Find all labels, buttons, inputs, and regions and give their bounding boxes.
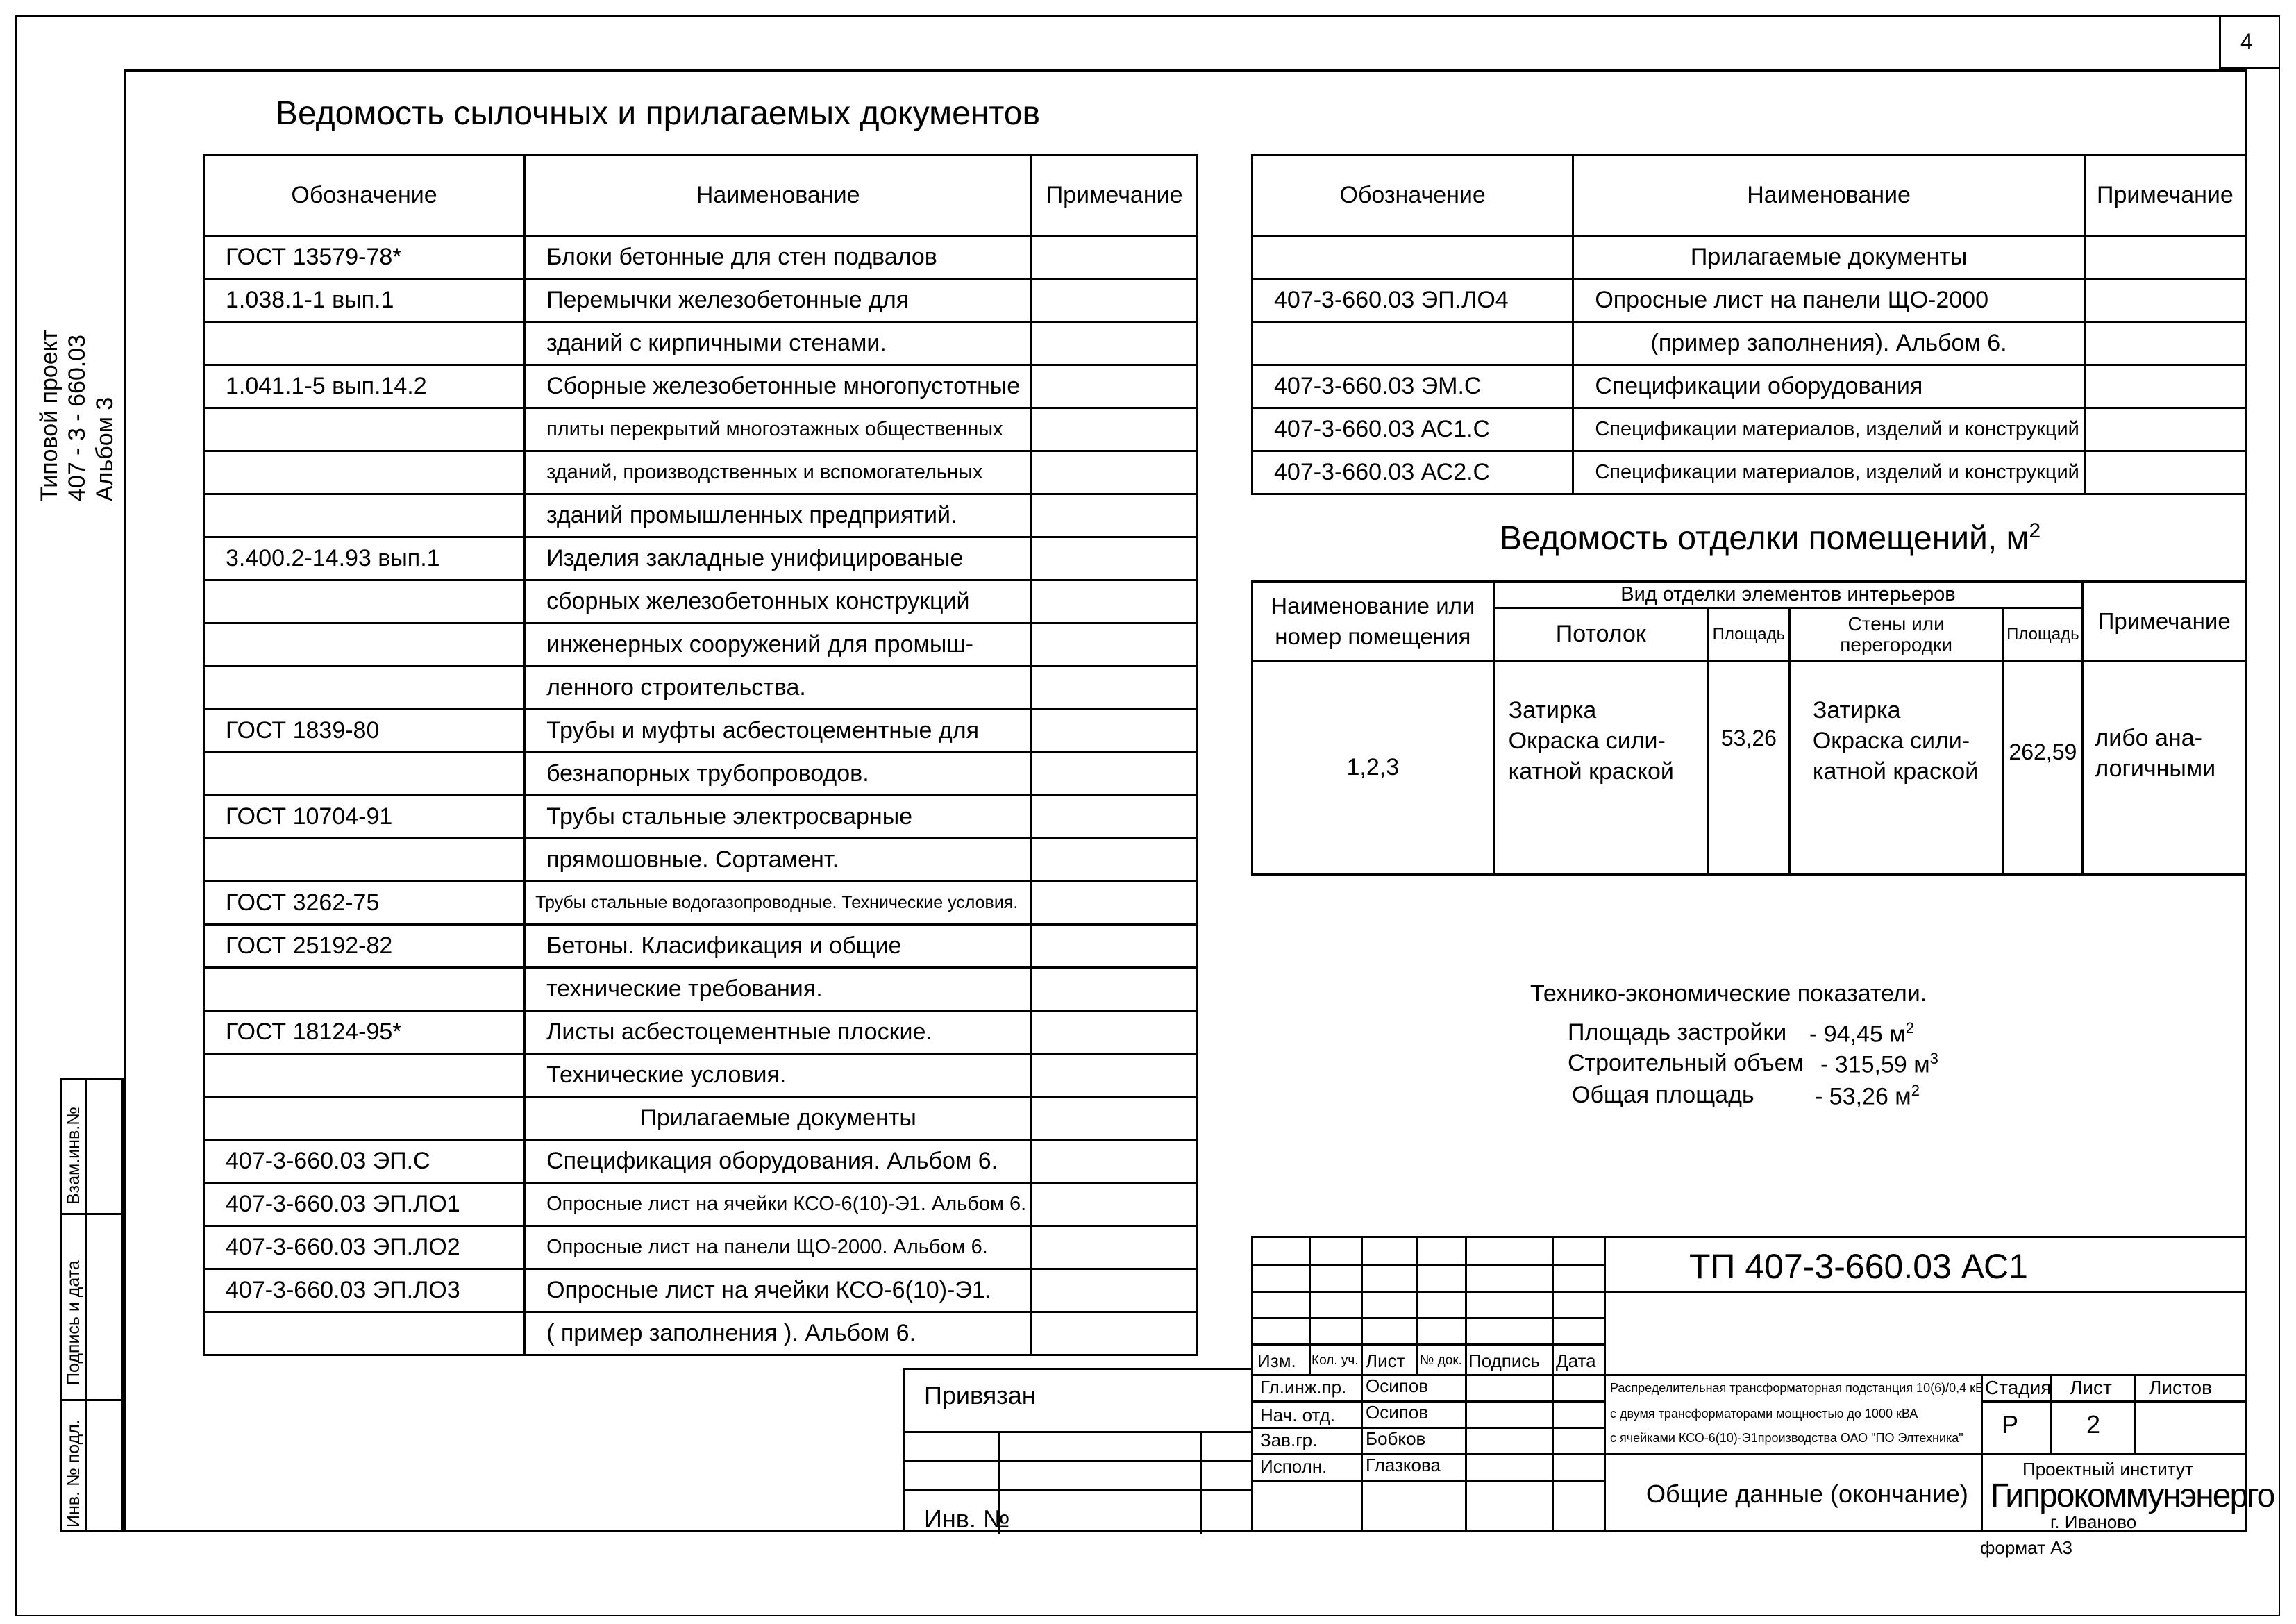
doc-note: [1032, 710, 1198, 753]
tep-row-2-sup: 3: [1929, 1050, 1938, 1067]
doc-code: [204, 623, 525, 667]
tep-row-3-sup: 2: [1911, 1082, 1920, 1099]
doc-code: [204, 322, 525, 365]
doc-code: [204, 1312, 525, 1355]
doc-name: Спецификации материалов, изделий и конструкций: [1573, 408, 2085, 451]
tb-name-2: Осипов: [1366, 1402, 1429, 1423]
doc-name: инженерных сооружений для промыш-: [525, 623, 1032, 667]
doc-note: [1032, 1183, 1198, 1226]
left_table-row: [204, 1140, 1198, 1183]
left_table-row: [204, 925, 1198, 968]
doc-name: сборных железобетонных конструкций: [525, 580, 1032, 623]
doc-code: [204, 753, 525, 796]
tb-sheet-value: 2: [2086, 1410, 2101, 1439]
doc-code: ГОСТ 18124-95*: [204, 1011, 525, 1054]
privyazan-block: [903, 1368, 1251, 1532]
finish-ceiling-line1: Затирка: [1508, 697, 1597, 723]
doc-note: [1032, 1226, 1198, 1269]
finish-col-ceiling: Потолок: [1493, 608, 1708, 661]
doc-name: зданий с кирпичными стенами.: [525, 322, 1032, 365]
finish-ceiling-line2: Окраска сили-: [1508, 728, 1666, 754]
side-cell-inv: Инв. № подл.: [64, 1419, 83, 1527]
doc-name: Бетоны. Класификация и общие: [525, 925, 1032, 968]
finish-col-walls: Стены или перегородки: [1789, 608, 2003, 661]
doc-code: [204, 580, 525, 623]
side-cell-vzam: Взам.инв.№: [64, 1107, 83, 1205]
doc-name: плиты перекрытий многоэтажных общественных: [525, 408, 1032, 451]
left_table-row: [204, 623, 1198, 667]
left_table-row: [204, 494, 1198, 537]
doc-note: [1032, 882, 1198, 925]
doc-code: [204, 968, 525, 1011]
side-project-line3: Альбом 3: [92, 396, 118, 501]
finish-walls-line3: катной краской: [1812, 758, 1979, 785]
doc-note: [1032, 580, 1198, 623]
attached-docs-table: [1251, 154, 2247, 495]
finish-walls-area-value: 262,59: [2003, 661, 2083, 875]
left_table-row: [204, 710, 1198, 753]
doc-name: Прилагаемые документы: [525, 1097, 1032, 1140]
sheet-number-box: [2219, 17, 2280, 69]
doc-code: 407-3-660.03 ЭП.ЛО1: [204, 1183, 525, 1226]
left_table-row: [204, 580, 1198, 623]
left_table-row: [204, 1011, 1198, 1054]
left_table-row: [204, 1054, 1198, 1097]
tep-row-3-value: [1815, 1082, 1920, 1110]
doc-code: 3.400.2-14.93 вып.1: [204, 537, 525, 580]
left_table-row: [204, 882, 1198, 925]
doc-name: Блоки бетонные для стен подвалов: [525, 236, 1032, 279]
finish-title-text: Ведомость отделки помещений, м: [1500, 520, 2029, 557]
doc-code: 407-3-660.03 ЭП.ЛО4: [1252, 279, 1573, 322]
doc-code: ГОСТ 25192-82: [204, 925, 525, 968]
finish-room-value: 1,2,3: [1252, 661, 1494, 875]
left_table-row: [204, 753, 1198, 796]
right_table-row: [1252, 451, 2246, 494]
doc-note: [1032, 796, 1198, 839]
tb-stage-label: Стадия: [1985, 1377, 2052, 1398]
doc-name: Прилагаемые документы: [1573, 236, 2085, 279]
doc-note: [1032, 1269, 1198, 1312]
doc-name: Опросные лист на ячейки КСО-6(10)-Э1. Альбом 6.: [525, 1183, 1032, 1226]
finish-title: [1500, 519, 2041, 558]
doc-name: Сборные железобетонные многопустотные: [525, 365, 1032, 408]
doc-code: [204, 667, 525, 710]
doc-code: [1252, 322, 1573, 365]
privyazan-inv: Инв. №: [924, 1505, 1010, 1533]
doc-note: [1032, 968, 1198, 1011]
finish-title-sup: 2: [2029, 519, 2041, 542]
col-header-name: Наименование: [1573, 156, 2085, 236]
doc-note: [1032, 623, 1198, 667]
left_table-row: [204, 537, 1198, 580]
doc-note: [1032, 408, 1198, 451]
tb-col-ndok: № док.: [1420, 1353, 1462, 1368]
doc-note: [1032, 1097, 1198, 1140]
doc-note: [2084, 322, 2245, 365]
tb-city: г. Иваново: [2050, 1512, 2137, 1532]
side-stamp-column: [60, 1078, 124, 1532]
doc-note: [1032, 494, 1198, 537]
finish-col-note: Примечание: [2083, 582, 2246, 661]
doc-name: (пример заполнения). Альбом 6.: [1573, 322, 2085, 365]
tb-col-kolvo: Кол. уч.: [1312, 1353, 1359, 1368]
doc-note: [1032, 1312, 1198, 1355]
finish-col-room: Наименование или номер помещения: [1252, 582, 1494, 661]
doc-note: [1032, 839, 1198, 882]
tb-role-4: Исполн.: [1260, 1456, 1327, 1477]
doc-code: ГОСТ 1839-80: [204, 710, 525, 753]
tb-col-izm: Изм.: [1257, 1350, 1296, 1371]
doc-note: [1032, 279, 1198, 322]
doc-name: технические требования.: [525, 968, 1032, 1011]
doc-code: ГОСТ 3262-75: [204, 882, 525, 925]
doc-code: 407-3-660.03 АС2.С: [1252, 451, 1573, 494]
tb-role-3: Зав.гр.: [1260, 1430, 1318, 1450]
left_table-row: [204, 1269, 1198, 1312]
finish-col-kind: Вид отделки элементов интерьеров: [1493, 582, 2083, 608]
finish-col-walls-area: Площадь: [2003, 608, 2083, 661]
col-header-code: Обозначение: [1252, 156, 1573, 236]
finish-walls-line1: Затирка: [1812, 697, 1901, 723]
left_table-row: [204, 1226, 1198, 1269]
left_table-row: [204, 667, 1198, 710]
doc-name: Опросные лист на панели ЩО-2000. Альбом 6.: [525, 1226, 1032, 1269]
doc-note: [1032, 1140, 1198, 1183]
doc-name: Опросные лист на панели ЩО-2000: [1573, 279, 2085, 322]
side-project-line1: Типовой проект: [36, 330, 62, 501]
tep-row-3-label: Общая площадь: [1572, 1082, 1754, 1108]
doc-note: [2084, 279, 2245, 322]
tep-row-2-label: Строительный объем: [1568, 1050, 1804, 1076]
left_table-row: [204, 451, 1198, 494]
left_table-row: [204, 279, 1198, 322]
doc-note: [1032, 236, 1198, 279]
doc-name: ленного строительства.: [525, 667, 1032, 710]
doc-name: прямошовные. Сортамент.: [525, 839, 1032, 882]
finish-note-line2: логичными: [2095, 755, 2216, 782]
finishing-table: [1251, 580, 2247, 876]
finish-note-line1: либо ана-: [2095, 725, 2202, 751]
doc-name: Опросные лист на ячейки КСО-6(10)-Э1.: [525, 1269, 1032, 1312]
doc-name: безнапорных трубопроводов.: [525, 753, 1032, 796]
left_table-row: [204, 236, 1198, 279]
doc-name: Трубы и муфты асбестоцементные для: [525, 710, 1032, 753]
finish-walls-line2: Окраска сили-: [1812, 728, 1970, 754]
tb-description-line1: Распределительная трансформаторная подстанция 10(6)/0,4 кВ: [1610, 1381, 1984, 1395]
doc-code: 407-3-660.03 ЭП.ЛО3: [204, 1269, 525, 1312]
doc-name: Трубы стальные водогазопроводные. Технические условия.: [525, 882, 1032, 925]
tep-title: Технико-экономические показатели.: [1530, 980, 1927, 1007]
doc-code: [204, 494, 525, 537]
doc-code: ГОСТ 13579-78*: [204, 236, 525, 279]
left_table-row: [204, 1183, 1198, 1226]
left_table-row: [204, 796, 1198, 839]
doc-name: ( пример заполнения ). Альбом 6.: [525, 1312, 1032, 1355]
finish-ceiling-area-value: 53,26: [1708, 661, 1789, 875]
doc-name: Технические условия.: [525, 1054, 1032, 1097]
doc-note: [1032, 1011, 1198, 1054]
privyazan-label: Привязан: [924, 1381, 1036, 1409]
doc-note: [2084, 408, 2245, 451]
left_table-row: [204, 1312, 1198, 1355]
sheet-number: 4: [2240, 29, 2253, 54]
doc-name: Спецификация оборудования. Альбом 6.: [525, 1140, 1032, 1183]
tb-role-2: Нач. отд.: [1260, 1405, 1335, 1425]
doc-name: Трубы стальные электросварные: [525, 796, 1032, 839]
tb-institute: Гипрокоммунэнерго: [1991, 1477, 2274, 1514]
doc-code: [204, 1054, 525, 1097]
doc-name: Изделия закладные унифицированые: [525, 537, 1032, 580]
reference-docs-table: [203, 154, 1198, 1356]
doc-note: [1032, 1054, 1198, 1097]
doc-code: 407-3-660.03 ЭМ.С: [1252, 365, 1573, 408]
page-title: Ведомость сылочных и прилагаемых документов: [276, 95, 1040, 132]
tb-description-line2: с двумя трансформаторами мощностью до 1000 кВА: [1610, 1407, 1918, 1421]
doc-note: [1032, 925, 1198, 968]
doc-note: [2084, 365, 2245, 408]
finish-ceiling-line3: катной краской: [1508, 758, 1674, 785]
tep-row-1-sup: 2: [1905, 1019, 1914, 1037]
tep-row-2-value: [1820, 1050, 1938, 1078]
tb-sheets-label: Листов: [2149, 1377, 2212, 1398]
doc-code: [1252, 236, 1573, 279]
doc-note: [1032, 537, 1198, 580]
side-cell-podpis: Подпись и дата: [64, 1260, 83, 1385]
tb-institute-label: Проектный институт: [2022, 1459, 2193, 1480]
doc-note: [1032, 365, 1198, 408]
right_table-row: [1252, 322, 2246, 365]
right_table-row: [1252, 279, 2246, 322]
finish-col-ceiling-area: Площадь: [1708, 608, 1789, 661]
left_table-row: [204, 365, 1198, 408]
tb-col-list: Лист: [1366, 1350, 1405, 1371]
format-label: формат А3: [1980, 1537, 2073, 1558]
right_table-row: [1252, 365, 2246, 408]
doc-note: [2084, 236, 2245, 279]
tep-row-1-value: [1809, 1019, 1914, 1048]
doc-note: [1032, 667, 1198, 710]
doc-code: 1.038.1-1 вып.1: [204, 279, 525, 322]
side-project-line2: 407 - 3 - 660.03: [64, 334, 90, 501]
left_table-row: [204, 839, 1198, 882]
doc-name: Спецификации оборудования: [1573, 365, 2085, 408]
doc-code: 407-3-660.03 ЭП.С: [204, 1140, 525, 1183]
doc-note: [1032, 753, 1198, 796]
doc-note: [1032, 451, 1198, 494]
tb-stage-value: Р: [2002, 1410, 2019, 1439]
right_table-row: [1252, 236, 2246, 279]
col-header-name: Наименование: [525, 156, 1032, 236]
left_table-row: [204, 322, 1198, 365]
tb-project-code: ТП 407-3-660.03 АС1: [1689, 1247, 2028, 1286]
right_table-row: [1252, 408, 2246, 451]
tep-row-3-number: - 53,26 м: [1815, 1083, 1911, 1110]
tep-row-1-number: - 94,45 м: [1809, 1021, 1906, 1048]
tb-name-4: Глазкова: [1366, 1455, 1441, 1475]
doc-code: [204, 839, 525, 882]
doc-name: Перемычки железобетонные для: [525, 279, 1032, 322]
tb-sheet-title: Общие данные (окончание): [1646, 1480, 1968, 1508]
tb-name-1: Осипов: [1366, 1375, 1429, 1396]
left_table-row: [204, 408, 1198, 451]
tb-role-1: Гл.инж.пр.: [1260, 1377, 1347, 1398]
doc-name: зданий промышленных предприятий.: [525, 494, 1032, 537]
col-header-note: Примечание: [2084, 156, 2245, 236]
tb-name-3: Бобков: [1366, 1428, 1426, 1449]
doc-code: [204, 451, 525, 494]
doc-note: [2084, 451, 2245, 494]
doc-name: зданий, производственных и вспомогательных: [525, 451, 1032, 494]
doc-code: 407-3-660.03 ЭП.ЛО2: [204, 1226, 525, 1269]
col-header-code: Обозначение: [204, 156, 525, 236]
doc-code: 407-3-660.03 АС1.С: [1252, 408, 1573, 451]
doc-name: Листы асбестоцементные плоские.: [525, 1011, 1032, 1054]
tep-row-2-number: - 315,59 м: [1820, 1051, 1930, 1078]
doc-name: Спецификации материалов, изделий и конструкций: [1573, 451, 2085, 494]
tb-sheet-label: Лист: [2070, 1377, 2112, 1398]
left_table-row: [204, 1097, 1198, 1140]
doc-code: ГОСТ 10704-91: [204, 796, 525, 839]
doc-code: [204, 408, 525, 451]
doc-code: [204, 1097, 525, 1140]
doc-note: [1032, 322, 1198, 365]
tep-row-1-label: Площадь застройки: [1568, 1019, 1787, 1046]
tb-col-podpis: Подпись: [1468, 1350, 1540, 1371]
title-block: [1251, 1236, 2274, 1532]
doc-code: 1.041.1-5 вып.14.2: [204, 365, 525, 408]
tb-description-line3: с ячейками КСО-6(10)-Э1производства ОАО "ПО Элтехника": [1610, 1431, 1963, 1445]
left_table-row: [204, 968, 1198, 1011]
col-header-note: Примечание: [1032, 156, 1198, 236]
tb-col-data: Дата: [1556, 1350, 1596, 1371]
